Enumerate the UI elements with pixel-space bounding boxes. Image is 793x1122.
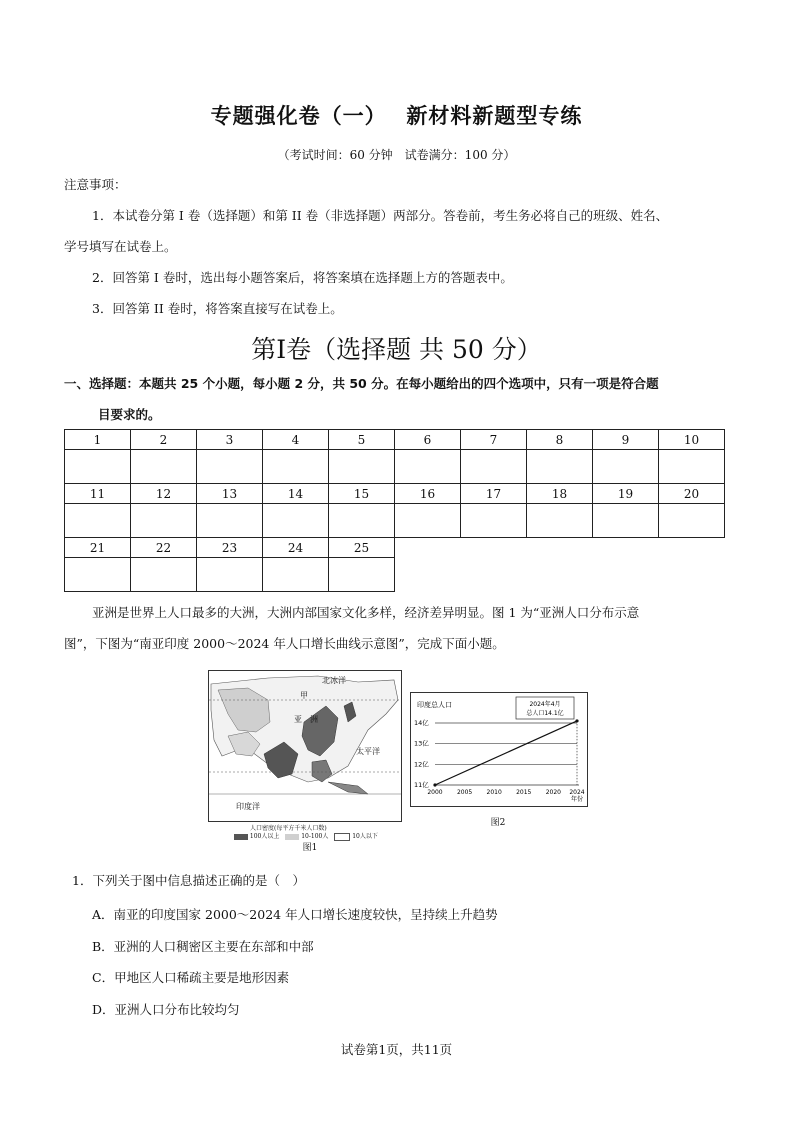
answer-cell[interactable] [263, 504, 329, 538]
answer-number: 11 [65, 484, 131, 504]
annotation-line2: 总人口14.1亿 [526, 710, 564, 717]
answer-number: 15 [329, 484, 395, 504]
legend-swatch-medium [285, 834, 299, 840]
legend-swatch-dense [234, 834, 248, 840]
answer-cell[interactable] [197, 504, 263, 538]
answer-table [64, 429, 725, 592]
figure1-map [208, 670, 402, 822]
label-indian-ocean: 印度洋 [236, 802, 260, 811]
question-stem: 1．下列关于图中信息描述正确的是（ ） [72, 873, 305, 888]
y-tick-label: 13亿 [414, 739, 429, 748]
answer-cell[interactable] [659, 504, 725, 538]
label-arctic-ocean: 北冰洋 [322, 676, 346, 685]
answer-number: 14 [263, 484, 329, 504]
answer-cell[interactable] [131, 504, 197, 538]
answer-cell[interactable] [527, 504, 593, 538]
answer-number: 23 [197, 538, 263, 558]
label-pacific: 太平洋 [356, 747, 380, 756]
y-tick-label: 14亿 [414, 719, 429, 727]
answer-number: 20 [659, 484, 725, 504]
answer-number: 21 [65, 538, 131, 558]
option-b[interactable]: B．亚洲的人口稠密区主要在东部和中部 [92, 939, 314, 954]
page-footer: 试卷第1页，共11页 [340, 1042, 453, 1057]
answer-number: 25 [329, 538, 395, 558]
option-a[interactable]: A．南亚的印度国家 2000～2024 年人口增长速度较快，呈持续上升趋势 [92, 907, 498, 922]
answer-cell[interactable] [263, 558, 329, 592]
answer-number: 13 [197, 484, 263, 504]
chart-title: 印度总人口 [417, 701, 452, 709]
answer-cell[interactable] [65, 558, 131, 592]
answer-number: 7 [461, 430, 527, 450]
answer-number: 1 [65, 430, 131, 450]
answer-cell[interactable] [461, 450, 527, 484]
data-point [433, 783, 436, 786]
exam-info: （考试时间：60 分钟 试卷满分：100 分） [277, 148, 516, 162]
answer-cell[interactable] [593, 450, 659, 484]
answer-cell[interactable] [659, 450, 725, 484]
page-title: 专题强化卷（一） 新材料新题型专练 [210, 104, 583, 128]
answer-number: 4 [263, 430, 329, 450]
answer-number: 22 [131, 538, 197, 558]
x-axis-label: 年份 [570, 796, 584, 803]
legend-label: 100人以上 [249, 833, 280, 840]
notice-item-1: 1．本试卷分第 I 卷（选择题）和第 II 卷（非选择题）两部分。答卷前，考生务必将自己的班级、姓名、 [92, 208, 669, 223]
answer-cell[interactable] [527, 450, 593, 484]
legend-swatch-sparse [334, 833, 350, 841]
x-tick-label: 2020 [545, 789, 561, 796]
answer-number: 3 [197, 430, 263, 450]
answer-number: 16 [395, 484, 461, 504]
legend-label: 10人以下 [352, 833, 378, 840]
data-point [575, 719, 578, 722]
x-tick-label: 2005 [456, 789, 473, 796]
answer-cell[interactable] [461, 504, 527, 538]
answer-number: 5 [329, 430, 395, 450]
section-title: 第I卷（选择题 共 50 分） [251, 335, 542, 364]
x-tick-label: 2015 [516, 789, 532, 796]
option-c[interactable]: C．甲地区人口稀疏主要是地形因素 [92, 970, 290, 985]
answer-cell[interactable] [329, 558, 395, 592]
figure2-chart [410, 692, 588, 807]
answer-number: 8 [527, 430, 593, 450]
answer-number: 6 [395, 430, 461, 450]
answer-cell[interactable] [197, 450, 263, 484]
option-d[interactable]: D．亚洲人口分布比较均匀 [92, 1002, 240, 1017]
answer-number: 24 [263, 538, 329, 558]
answer-cell[interactable] [197, 558, 263, 592]
x-tick-label: 2010 [486, 789, 502, 796]
notice-item-2: 2．回答第 I 卷时，选出每小题答案后，将答案填在选择题上方的答题表中。 [92, 270, 513, 285]
answer-cell[interactable] [65, 504, 131, 538]
x-tick-label: 2000 [427, 789, 443, 796]
population-series-line [435, 721, 577, 785]
x-tick-label: 2024 [569, 789, 585, 796]
answer-number: 10 [659, 430, 725, 450]
label-asia: 亚 洲 [294, 715, 318, 724]
answer-number: 19 [593, 484, 659, 504]
label-jia: 甲 [300, 691, 308, 700]
y-tick-label: 12亿 [414, 760, 429, 769]
figure2-caption: 图2 [490, 818, 506, 828]
answer-number: 12 [131, 484, 197, 504]
answer-cell[interactable] [395, 450, 461, 484]
answer-cell[interactable] [65, 450, 131, 484]
y-tick-label: 11亿 [414, 781, 429, 789]
answer-cell[interactable] [593, 504, 659, 538]
answer-number: 9 [593, 430, 659, 450]
answer-cell[interactable] [131, 558, 197, 592]
legend-label: 10-100人 [301, 833, 329, 840]
legend-title: 人口密度(每平方千米人口数) [250, 825, 327, 832]
material-text-cont: 图”，下图为“南亚印度 2000～2024 年人口增长曲线示意图”，完成下面小题。 [64, 636, 505, 651]
material-text: 亚洲是世界上人口最多的大洲，大洲内部国家文化多样，经济差异明显。图 1 为“亚洲人口分布示意 [92, 605, 640, 620]
answer-number: 18 [527, 484, 593, 504]
answer-cell[interactable] [329, 450, 395, 484]
section-instruction: 一、选择题：本题共 25 个小题，每小题 2 分，共 50 分。在每小题给出的四个选项中，只有一项是符合题 [64, 376, 659, 391]
annotation-line1: 2024年4月 [529, 701, 561, 708]
section-instruction-cont: 目要求的。 [98, 407, 161, 422]
answer-cell[interactable] [131, 450, 197, 484]
answer-number: 2 [131, 430, 197, 450]
notice-item-1-cont: 学号填写在试卷上。 [64, 239, 177, 254]
answer-cell[interactable] [329, 504, 395, 538]
population-line-chart [411, 693, 587, 806]
notice-heading: 注意事项： [64, 177, 127, 192]
answer-number: 17 [461, 484, 527, 504]
notice-item-3: 3．回答第 II 卷时，将答案直接写在试卷上。 [92, 301, 343, 316]
answer-cell[interactable] [395, 504, 461, 538]
answer-cell[interactable] [263, 450, 329, 484]
figure1-caption: 图1 [302, 843, 318, 853]
